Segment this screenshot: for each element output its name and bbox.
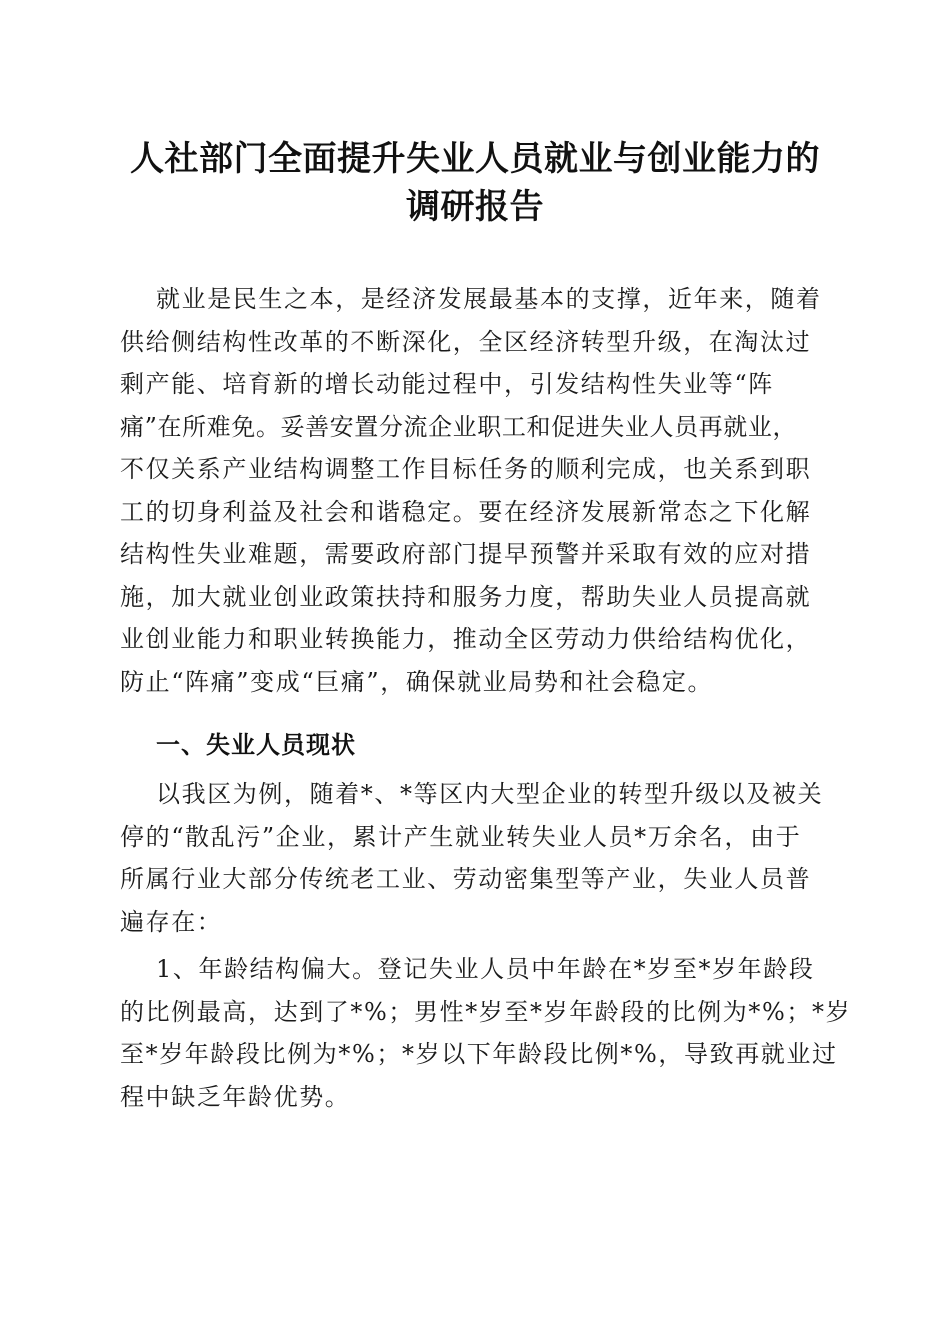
paragraph-line: 1、年龄结构偏大。登记失业人员中年龄在*岁至*岁年龄段	[156, 955, 815, 983]
paragraph-line: 工的切身利益及社会和谐稳定。要在经济发展新常态之下化解	[120, 497, 812, 526]
paragraph-line: 所属行业大部分传统老工业、劳动密集型等产业，失业人员普	[120, 865, 812, 893]
paragraph-line: 防止“阵痛”变成“巨痛”，确保就业局势和社会稳定。	[120, 667, 714, 696]
paragraph-line: 业创业能力和职业转换能力，推动全区劳动力供给结构优化，	[120, 625, 812, 653]
paragraph-line: 至*岁年龄段比例为*%；*岁以下年龄段比例*%，导致再就业过	[120, 1040, 838, 1068]
paragraph-line: 供给侧结构性改革的不断深化，全区经济转型升级，在淘汰过	[120, 327, 812, 356]
paragraph-line: 程中缺乏年龄优势。	[120, 1082, 351, 1111]
title-line: 调研报告	[406, 187, 544, 227]
paragraph-line: 遍存在：	[120, 907, 223, 936]
status-paragraph	[120, 773, 832, 943]
document-title	[100, 135, 850, 231]
title-line: 人社部门全面提升失业人员就业与创业能力的	[130, 139, 820, 179]
paragraph-line: 施，加大就业创业政策扶持和服务力度，帮助失业人员提高就	[120, 582, 812, 611]
age-structure-paragraph	[120, 948, 852, 1118]
paragraph-line: 停的“散乱污”企业，累计产生就业转失业人员*万余名，由于	[120, 822, 802, 851]
intro-paragraph	[120, 278, 832, 703]
paragraph-line: 以我区为例，随着*、*等区内大型企业的转型升级以及被关	[156, 780, 824, 808]
paragraph-line: 结构性失业难题，需要政府部门提早预警并采取有效的应对措	[120, 540, 812, 568]
paragraph-line: 痛”在所难免。妥善安置分流企业职工和促进失业人员再就业，	[120, 412, 798, 441]
paragraph-line: 剩产能、培育新的增长动能过程中，引发结构性失业等“阵	[120, 370, 774, 398]
section-heading: 一、失业人员现状	[156, 731, 356, 759]
paragraph-line: 的比例最高，达到了*%；男性*岁至*岁年龄段的比例为*%；*岁	[120, 997, 852, 1026]
paragraph-line: 不仅关系产业结构调整工作目标任务的顺利完成，也关系到职	[120, 455, 812, 483]
paragraph-line: 就业是民生之本，是经济发展最基本的支撑，近年来，随着	[156, 285, 822, 313]
